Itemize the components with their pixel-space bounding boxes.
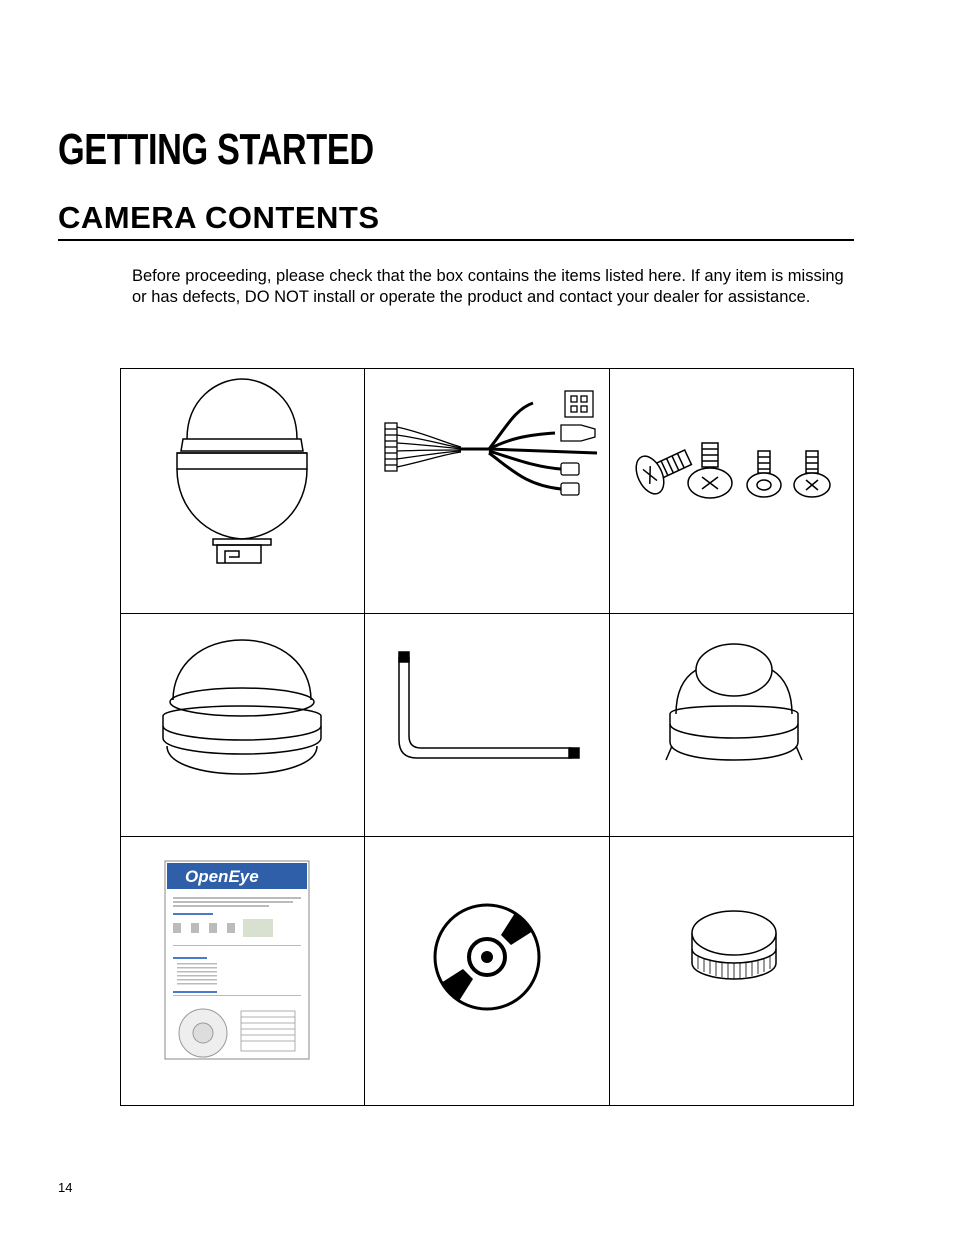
- camera-module-icon: [610, 614, 853, 836]
- section-title: CAMERA CONTENTS: [58, 200, 380, 235]
- item-connection-cable: [365, 369, 609, 613]
- item-lens-cap: [610, 837, 853, 1105]
- contents-grid: [120, 368, 854, 1106]
- item-l-wrench: [365, 614, 609, 836]
- item-dome-cover: [121, 614, 364, 836]
- screws-icon: [610, 369, 853, 613]
- item-cd-disc: [365, 837, 609, 1105]
- dome-camera-icon: [121, 369, 364, 613]
- lens-cap-icon: [610, 837, 853, 1105]
- intro-paragraph: Before proceeding, please check that the box contains the items listed here. If any item is missing or has defects, DO NOT install or operate the product and contact your dealer for assistance.: [132, 267, 844, 306]
- page-title: GETTING STARTED: [58, 125, 374, 174]
- item-camera-module: [610, 614, 853, 836]
- l-wrench-icon: [365, 614, 609, 836]
- cd-disc-icon: [365, 837, 609, 1105]
- dome-cover-icon: [121, 614, 364, 836]
- page-number: 14: [58, 1180, 73, 1195]
- guide-brand-text: OpenEye: [185, 867, 259, 886]
- item-quick-guide: [121, 837, 364, 1105]
- item-screws: [610, 369, 853, 613]
- item-dome-camera: [121, 369, 364, 613]
- section-divider: [58, 239, 854, 241]
- connection-cable-icon: [365, 369, 609, 613]
- quick-guide-icon: [121, 837, 364, 1105]
